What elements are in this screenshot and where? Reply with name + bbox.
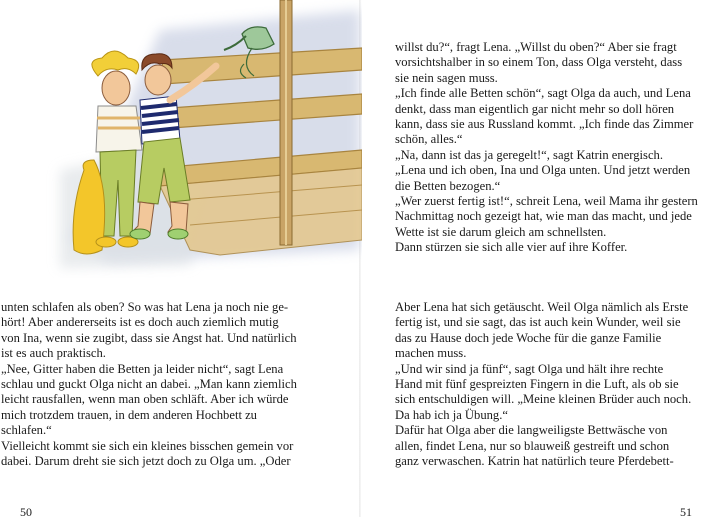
text-line: schön, alles.“ [395, 132, 463, 147]
text-line: machen muss. [395, 346, 467, 361]
text-line: „Wer zuerst fertig ist!“, schreit Lena, weil Mama ihr gestern [395, 194, 698, 209]
text-line: Nachmittag noch gezeigt hat, wie man das macht, und jede [395, 209, 692, 224]
page-number-left: 50 [20, 505, 32, 519]
text-line: das zu Hause doch jede Woche für die ganze Familie [395, 330, 662, 345]
text-line: sich entschuldigen will. „Meine kleinen Brüder auch noch. [395, 392, 692, 407]
text-line: ist es auch praktisch. [1, 346, 106, 361]
text-line: von Ina, wenn sie zugibt, dass sie Angst hat. Und natürlich [1, 330, 297, 345]
right-page-text-top [395, 40, 715, 256]
text-line: denkt, dass man eigentlich gar nicht mehr so doll hören [395, 101, 675, 116]
text-line: „Lena und ich oben, Ina und Olga unten. Und jetzt werden [395, 163, 691, 178]
text-line: Aber Lena hat sich getäuscht. Weil Olga nämlich als Erste [395, 300, 689, 314]
text-line: Dafür hat Olga aber die langweiligste Bettwäsche von [395, 423, 668, 438]
left-page-text [1, 300, 331, 469]
text-line: schlafen.“ [1, 423, 52, 438]
text-line: dabei. Darum dreht sie sich jetzt doch zu Olga um. „Oder [1, 454, 291, 469]
text-line: vorsichtshalber in so einem Ton, dass Olga versteht, dass [395, 55, 683, 70]
text-line: allen, findet Lena, nur so blauweiß gestreift und schon [395, 438, 670, 453]
text-line: kann, dass sie aus Russland kommt. „Ich finde das Zimmer [395, 117, 694, 132]
text-line: „Und wir sind ja fünf“, sagt Olga und hält ihre rechte [395, 361, 664, 376]
bunk-bed-illustration [40, 0, 362, 278]
text-line: ganz verwaschen. Katrin hat natürlich teure Pferdebett- [395, 454, 674, 469]
text-line: schlau und guckt Olga nicht an dabei. „Man kann ziemlich [1, 377, 297, 392]
text-line: „Ich finde alle Betten schön“, sagt Olga da auch, und Lena [395, 86, 691, 101]
text-line: sie nein sagen muss. [395, 70, 498, 85]
text-line: Dann stürzen sie sich alle vier auf ihre Koffer. [395, 240, 628, 255]
girl-blonde [73, 51, 142, 254]
text-line: hört! Aber andererseits ist es doch auch ziemlich mutig [1, 315, 279, 330]
text-line: die Betten bezogen.“ [395, 178, 501, 193]
text-line: Vielleicht kommt sie sich ein kleines bisschen gemein vor [1, 438, 294, 453]
text-line: Hand mit fünf gespreizten Fingern in die Luft, als ob sie [395, 377, 679, 392]
text-line: „Na, dann ist das ja geregelt!“, sagt Katrin energisch. [395, 147, 663, 162]
text-line: mich trotzdem trauen, in dem anderen Hochbett zu [1, 407, 257, 422]
text-line: willst du?“, fragt Lena. „Willst du oben?“ Aber sie fragt [395, 40, 677, 54]
right-page-text-bottom [395, 300, 715, 469]
bed-post [280, 0, 292, 245]
text-line: Wette ist sie darum gleich am schnellsten. [395, 224, 607, 239]
text-line: leicht rausfallen, wenn man oben schläft. Aber ich würde [1, 392, 289, 407]
text-line: fertig ist, und sie sagt, das ist auch kein Wunder, weil sie [395, 315, 681, 330]
text-line: „Nee, Gitter haben die Betten ja leider nicht“, sagt Lena [1, 361, 284, 376]
page-number-right: 51 [680, 505, 692, 519]
text-line: unten schlafen als oben? So was hat Lena ja noch nie ge- [1, 300, 289, 314]
text-line: Da hab ich ja Übung.“ [395, 407, 508, 422]
